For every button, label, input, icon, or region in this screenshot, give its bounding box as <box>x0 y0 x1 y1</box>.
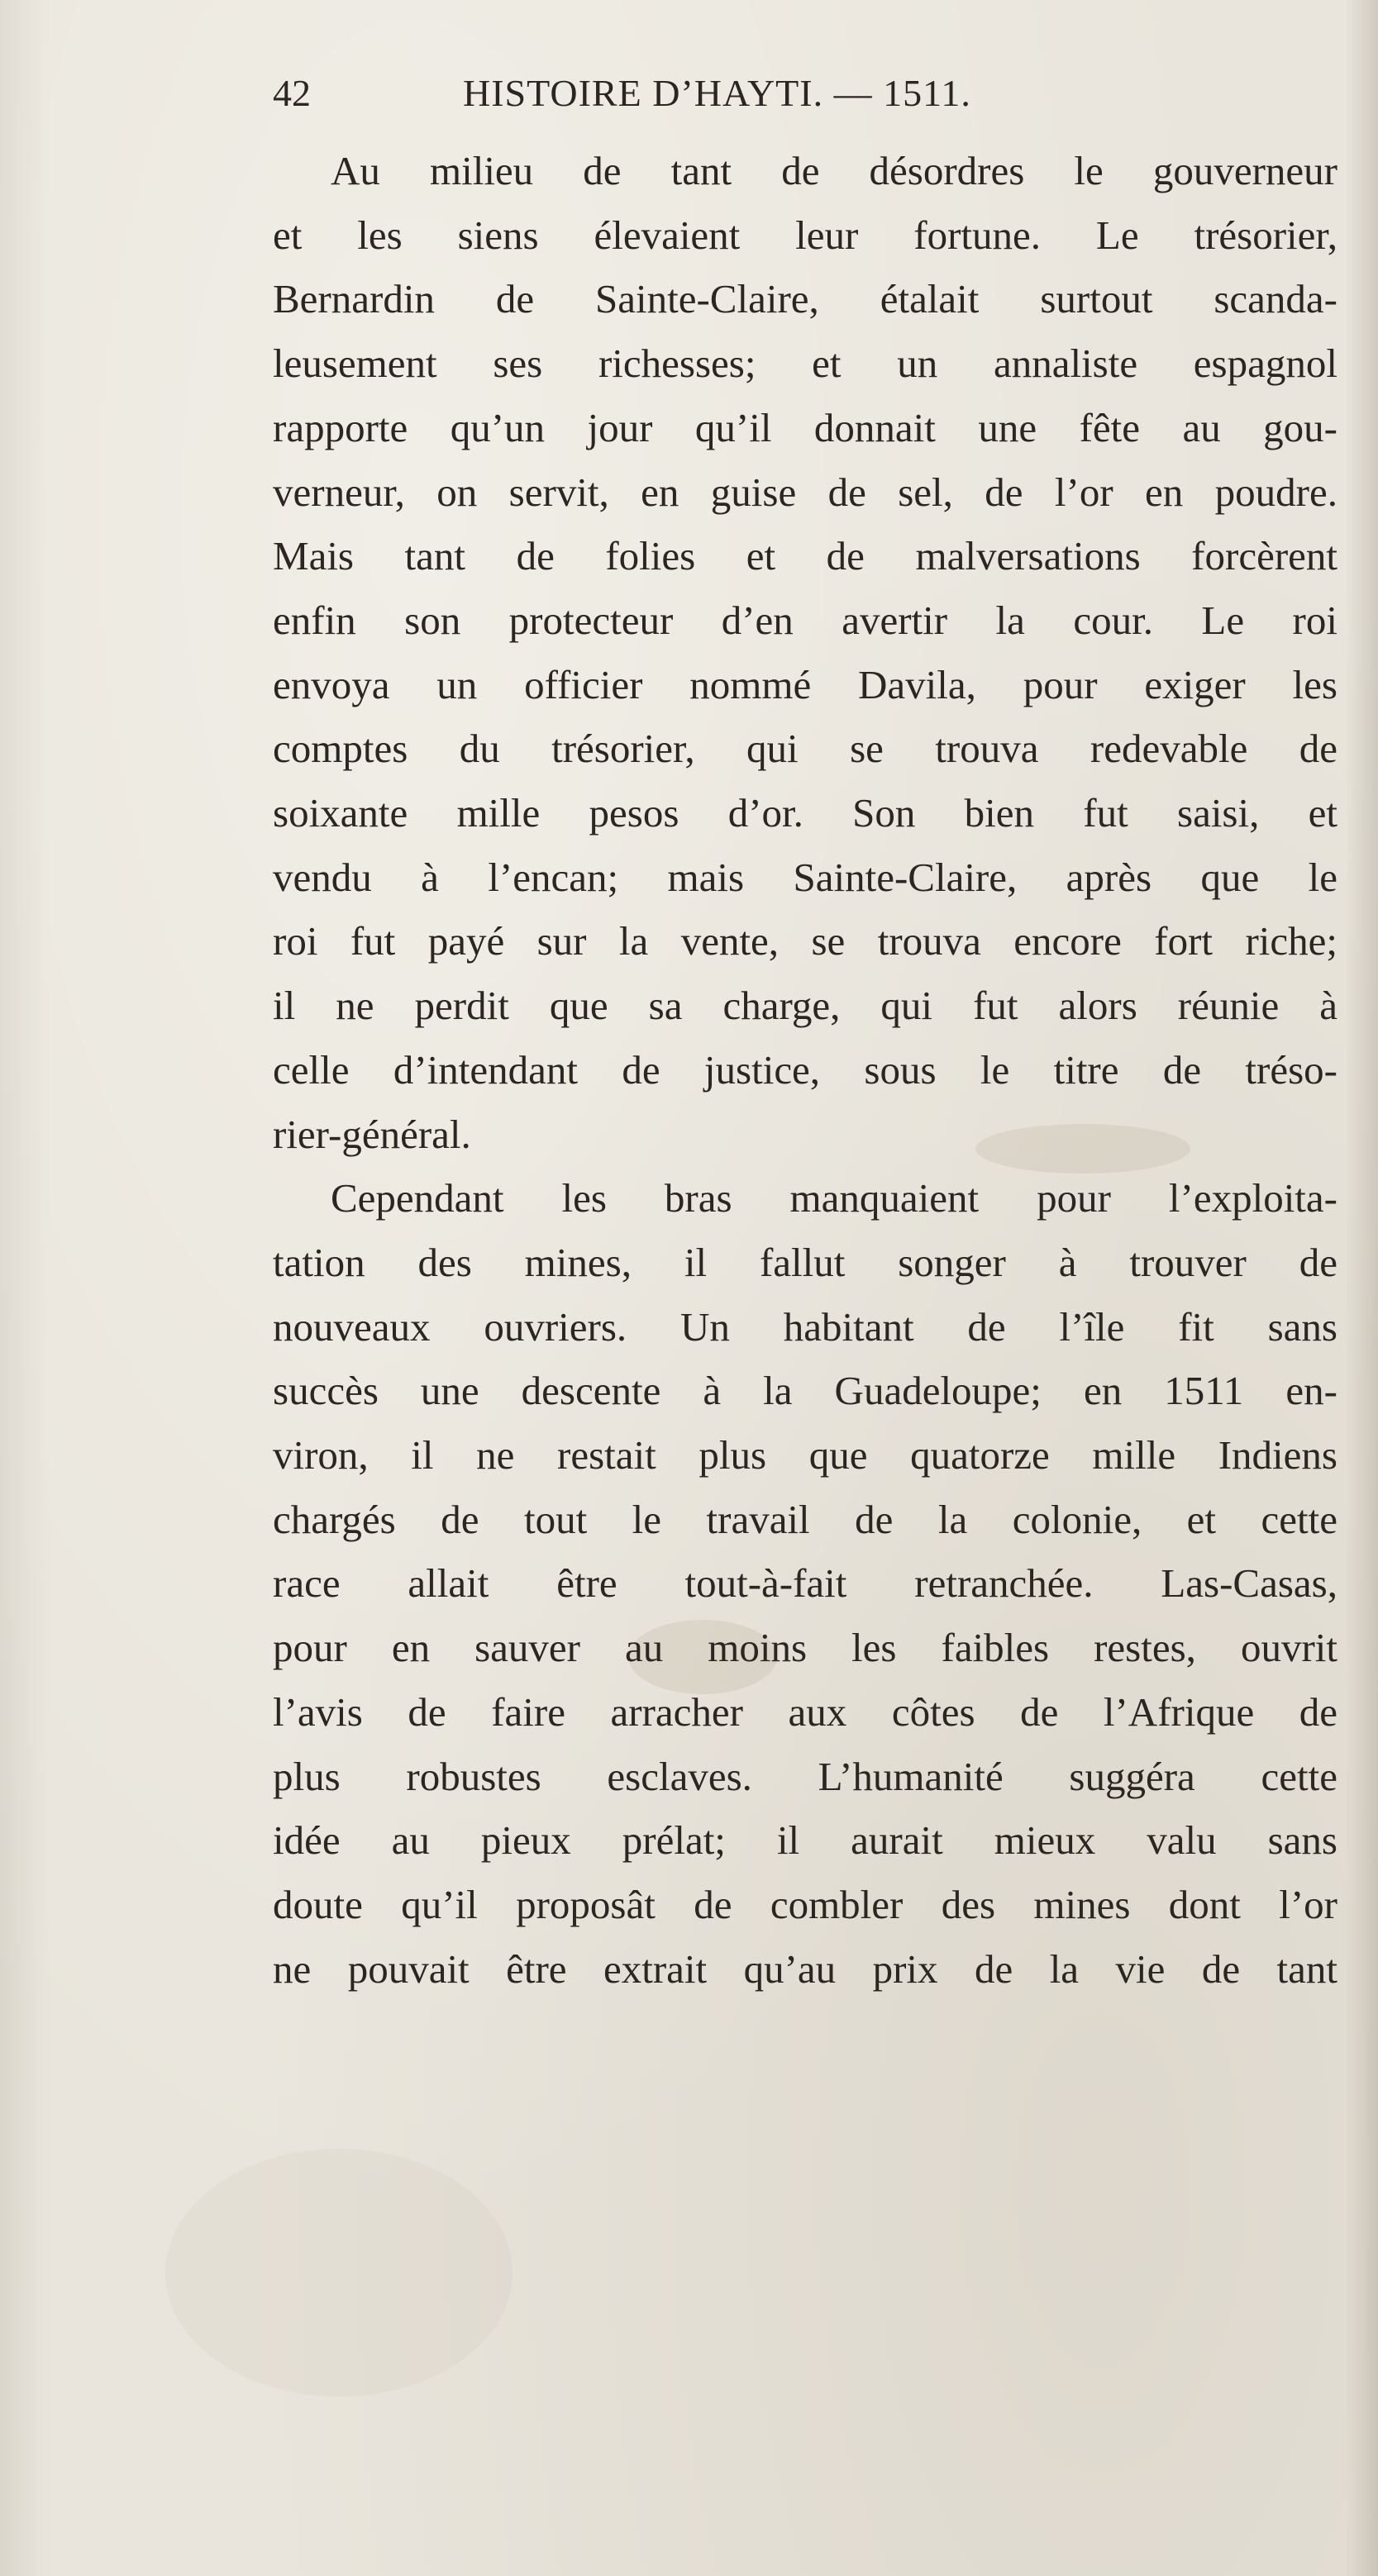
text-line: ne pouvait être extrait qu’au prix de la vie de tant <box>273 1945 1337 1992</box>
running-title: HISTOIRE D’HAYTI. — 1511. <box>463 72 971 114</box>
text-line: leusement ses richesses; et un annaliste espagnol <box>273 340 1337 387</box>
text-line: Cependant les bras manquaient pour l’exploita- <box>331 1175 1337 1221</box>
text-line: race allait être tout-à-fait retranchée. Las-Casas, <box>273 1560 1337 1607</box>
paragraph <box>273 139 1337 1166</box>
body-text <box>273 139 1337 2001</box>
text-line: plus robustes esclaves. L’humanité suggéra cette <box>273 1753 1337 1799</box>
paper-stain <box>165 2149 513 2397</box>
paragraph <box>273 1166 1337 2001</box>
text-line: vendu à l’encan; mais Sainte-Claire, après que le <box>273 854 1337 900</box>
text-line: Au milieu de tant de désordres le gouverneur <box>331 148 1337 193</box>
text-line: il ne perdit que sa charge, qui fut alors réunie à <box>273 983 1337 1029</box>
text-line: roi fut payé sur la vente, se trouva encore fort riche; <box>273 918 1337 964</box>
text-line: comptes du trésorier, qui se trouva redevable de <box>273 726 1337 772</box>
text-line: tation des mines, il fallut songer à trouver de <box>273 1239 1337 1285</box>
text-line: celle d’intendant de justice, sous le titre de tréso- <box>273 1046 1337 1093</box>
text-line: soixante mille pesos d’or. Son bien fut saisi, et <box>273 790 1337 836</box>
text-line: envoya un officier nommé Davila, pour exiger les <box>273 661 1337 707</box>
text-line: doute qu’il proposât de combler des mines dont l’or <box>273 1881 1337 1927</box>
page-number: 42 <box>273 72 311 114</box>
text-line: idée au pieux prélat; il aurait mieux valu sans <box>273 1817 1337 1864</box>
text-line: chargés de tout le travail de la colonie, et cette <box>273 1496 1337 1542</box>
text-line: enfin son protecteur d’en avertir la cour. Le roi <box>273 597 1337 643</box>
text-line: succès une descente à la Guadeloupe; en 1511 en- <box>273 1368 1337 1414</box>
text-line: l’avis de faire arracher aux côtes de l’Afrique de <box>273 1688 1337 1735</box>
text-line: Mais tant de folies et de malversations forcèrent <box>273 533 1337 579</box>
text-line: verneur, on servit, en guise de sel, de l’or en poudre. <box>273 469 1337 515</box>
text-line: rier-général. <box>273 1111 471 1157</box>
text-line: viron, il ne restait plus que quatorze mille Indiens <box>273 1432 1337 1478</box>
text-line: nouveaux ouvriers. Un habitant de l’île fit sans <box>273 1303 1337 1350</box>
text-line: Bernardin de Sainte-Claire, étalait surtout scanda- <box>273 276 1337 322</box>
text-line: pour en sauver au moins les faibles restes, ouvrit <box>273 1625 1337 1671</box>
text-line: rapporte qu’un jour qu’il donnait une fête au gou- <box>273 404 1337 450</box>
text-line: et les siens élevaient leur fortune. Le trésorier, <box>273 212 1337 258</box>
